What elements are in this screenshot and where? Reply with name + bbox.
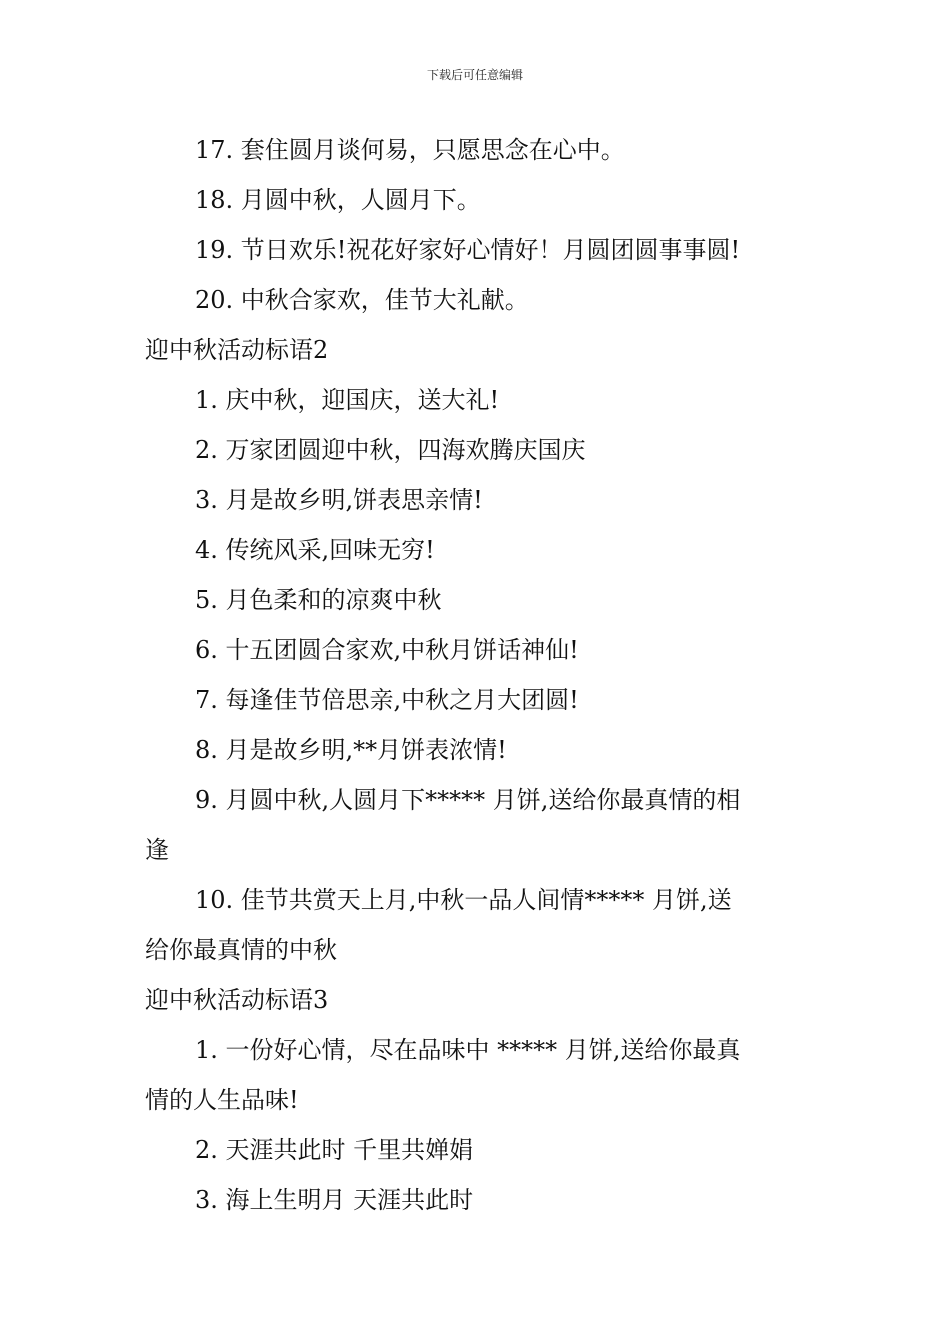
list-item: 2. 天涯共此时 千里共婵娟 <box>195 1136 474 1164</box>
list-item: 19. 节日欢乐!祝花好家好心情好！月圆团圆事事圆! <box>195 236 741 264</box>
list-item-continuation: 逢 <box>145 836 169 864</box>
list-item: 1. 庆中秋，迎国庆，送大礼! <box>195 386 500 414</box>
section-heading-3: 迎中秋活动标语3 <box>145 986 329 1014</box>
list-item-continuation: 给你最真情的中秋 <box>145 936 337 964</box>
section-heading-2: 迎中秋活动标语2 <box>145 336 329 364</box>
list-item: 6. 十五团圆合家欢,中秋月饼话神仙! <box>195 636 579 664</box>
list-item-line: 10. 佳节共赏天上月,中秋一品人间情***** 月饼,送 <box>195 886 732 914</box>
document-body <box>145 125 810 1225</box>
header-note: 下载后可任意编辑 <box>426 68 523 82</box>
list-item: 7. 每逢佳节倍思亲,中秋之月大团圆! <box>195 686 579 714</box>
list-item-line: 9. 月圆中秋,人圆月下***** 月饼,送给你最真情的相 <box>195 786 741 814</box>
list-item: 2. 万家团圆迎中秋，四海欢腾庆国庆 <box>195 436 586 464</box>
list-item: 3. 月是故乡明,饼表思亲情! <box>195 486 483 514</box>
list-item: 4. 传统风采,回味无穷! <box>195 536 435 564</box>
list-item: 17. 套住圆月谈何易，只愿思念在心中。 <box>195 136 625 164</box>
list-item: 3. 海上生明月 天涯共此时 <box>195 1186 474 1214</box>
list-item-line: 1. 一份好心情，尽在品味中 ***** 月饼,送给你最真 <box>195 1036 741 1064</box>
list-item: 18. 月圆中秋，人圆月下。 <box>195 186 481 214</box>
list-item: 5. 月色柔和的凉爽中秋 <box>195 586 442 614</box>
list-item: 8. 月是故乡明,**月饼表浓情! <box>195 736 507 764</box>
list-item-continuation: 情的人生品味! <box>145 1086 299 1114</box>
list-item: 20. 中秋合家欢，佳节大礼献。 <box>195 286 529 314</box>
